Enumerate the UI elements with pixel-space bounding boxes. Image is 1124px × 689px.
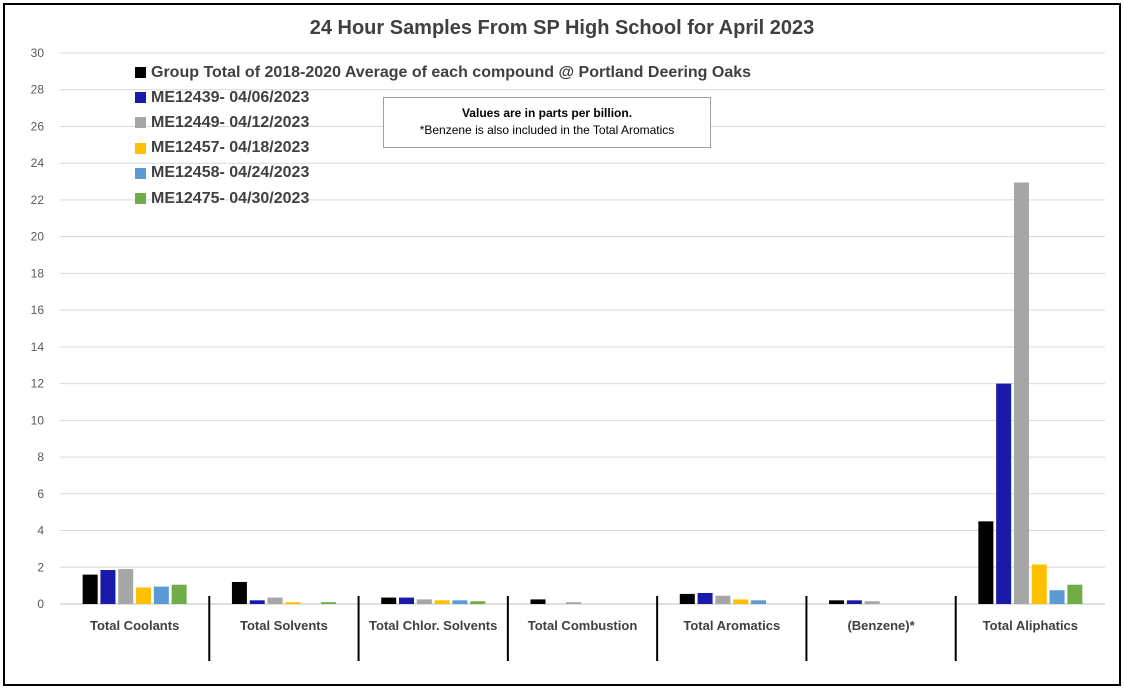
legend-item — [135, 186, 751, 211]
bar — [232, 582, 247, 604]
y-tick-label: 14 — [30, 339, 44, 354]
y-tick-label: 30 — [30, 46, 44, 60]
y-tick-label: 26 — [30, 119, 44, 134]
legend-item — [135, 60, 751, 85]
bar — [865, 601, 880, 604]
bar — [751, 600, 766, 604]
bar — [1032, 565, 1047, 604]
x-tick-label: Total Aromatics — [683, 618, 781, 633]
bar — [100, 570, 115, 604]
bar — [978, 521, 993, 604]
y-tick-label: 20 — [30, 229, 44, 244]
x-tick-label: Total Chlor. Solvents — [369, 618, 498, 633]
legend-swatch — [135, 117, 146, 128]
bar — [285, 602, 300, 604]
bar — [715, 596, 730, 604]
units-note-line2: *Benzene is also included in the Total Aromatics — [419, 123, 675, 137]
legend-swatch — [135, 193, 146, 204]
bar — [733, 599, 748, 604]
bar — [531, 599, 546, 604]
bar — [268, 598, 283, 604]
legend-swatch — [135, 67, 146, 78]
legend-item — [135, 161, 751, 186]
bar — [83, 575, 98, 604]
legend-label: ME12439- 04/06/2023 — [151, 88, 310, 106]
bar — [847, 600, 862, 604]
bar — [321, 602, 336, 604]
x-tick-label: Total Coolants — [89, 618, 180, 633]
y-tick-label: 28 — [30, 82, 44, 97]
y-tick-label: 4 — [37, 523, 44, 538]
bar — [680, 594, 695, 604]
y-tick-label: 10 — [30, 413, 44, 428]
bar — [566, 602, 581, 604]
y-tick-label: 0 — [37, 597, 44, 611]
bar — [250, 600, 265, 604]
bar — [118, 569, 133, 604]
legend-label: Group Total of 2018-2020 Average of each compound @ Portland Deering Oaks — [151, 63, 752, 81]
units-note — [383, 97, 711, 148]
chart-frame — [3, 3, 1121, 686]
x-tick-label: Total Solvents — [239, 618, 328, 633]
bar — [470, 601, 485, 604]
y-tick-label: 2 — [37, 560, 44, 575]
bar — [829, 600, 844, 604]
y-tick-label: 16 — [30, 303, 44, 318]
legend-label: ME12449- 04/12/2023 — [151, 113, 310, 131]
legend-swatch — [135, 168, 146, 179]
bar — [698, 593, 713, 604]
x-tick-label: (Benzene)* — [847, 618, 915, 633]
bar — [1050, 590, 1065, 604]
bar — [1067, 585, 1082, 604]
x-tick-label: Total Combustion — [527, 618, 638, 633]
y-tick-label: 12 — [30, 376, 44, 391]
y-tick-label: 18 — [30, 266, 44, 281]
bar — [417, 599, 432, 604]
y-tick-label: 24 — [30, 156, 44, 171]
bar — [172, 585, 187, 604]
units-note-line1: Values are in parts per billion. — [461, 106, 633, 120]
bar — [381, 598, 396, 604]
chart-title: 24 Hour Samples From SP High School for April 2023 — [309, 17, 815, 39]
legend-label: ME12458- 04/24/2023 — [151, 164, 310, 182]
legend-label: ME12475- 04/30/2023 — [151, 189, 310, 207]
legend-label: ME12457- 04/18/2023 — [151, 139, 310, 157]
y-tick-label: 6 — [37, 486, 44, 501]
bar — [1014, 182, 1029, 604]
bar — [136, 587, 151, 604]
bar — [399, 598, 414, 604]
y-tick-label: 8 — [37, 450, 44, 465]
bar — [435, 600, 450, 604]
bar — [452, 600, 467, 604]
bar — [996, 384, 1011, 604]
y-tick-label: 22 — [30, 192, 44, 207]
x-tick-label: Total Aliphatics — [982, 618, 1079, 633]
legend-swatch — [135, 92, 146, 103]
bar — [154, 587, 169, 604]
legend-swatch — [135, 143, 146, 154]
